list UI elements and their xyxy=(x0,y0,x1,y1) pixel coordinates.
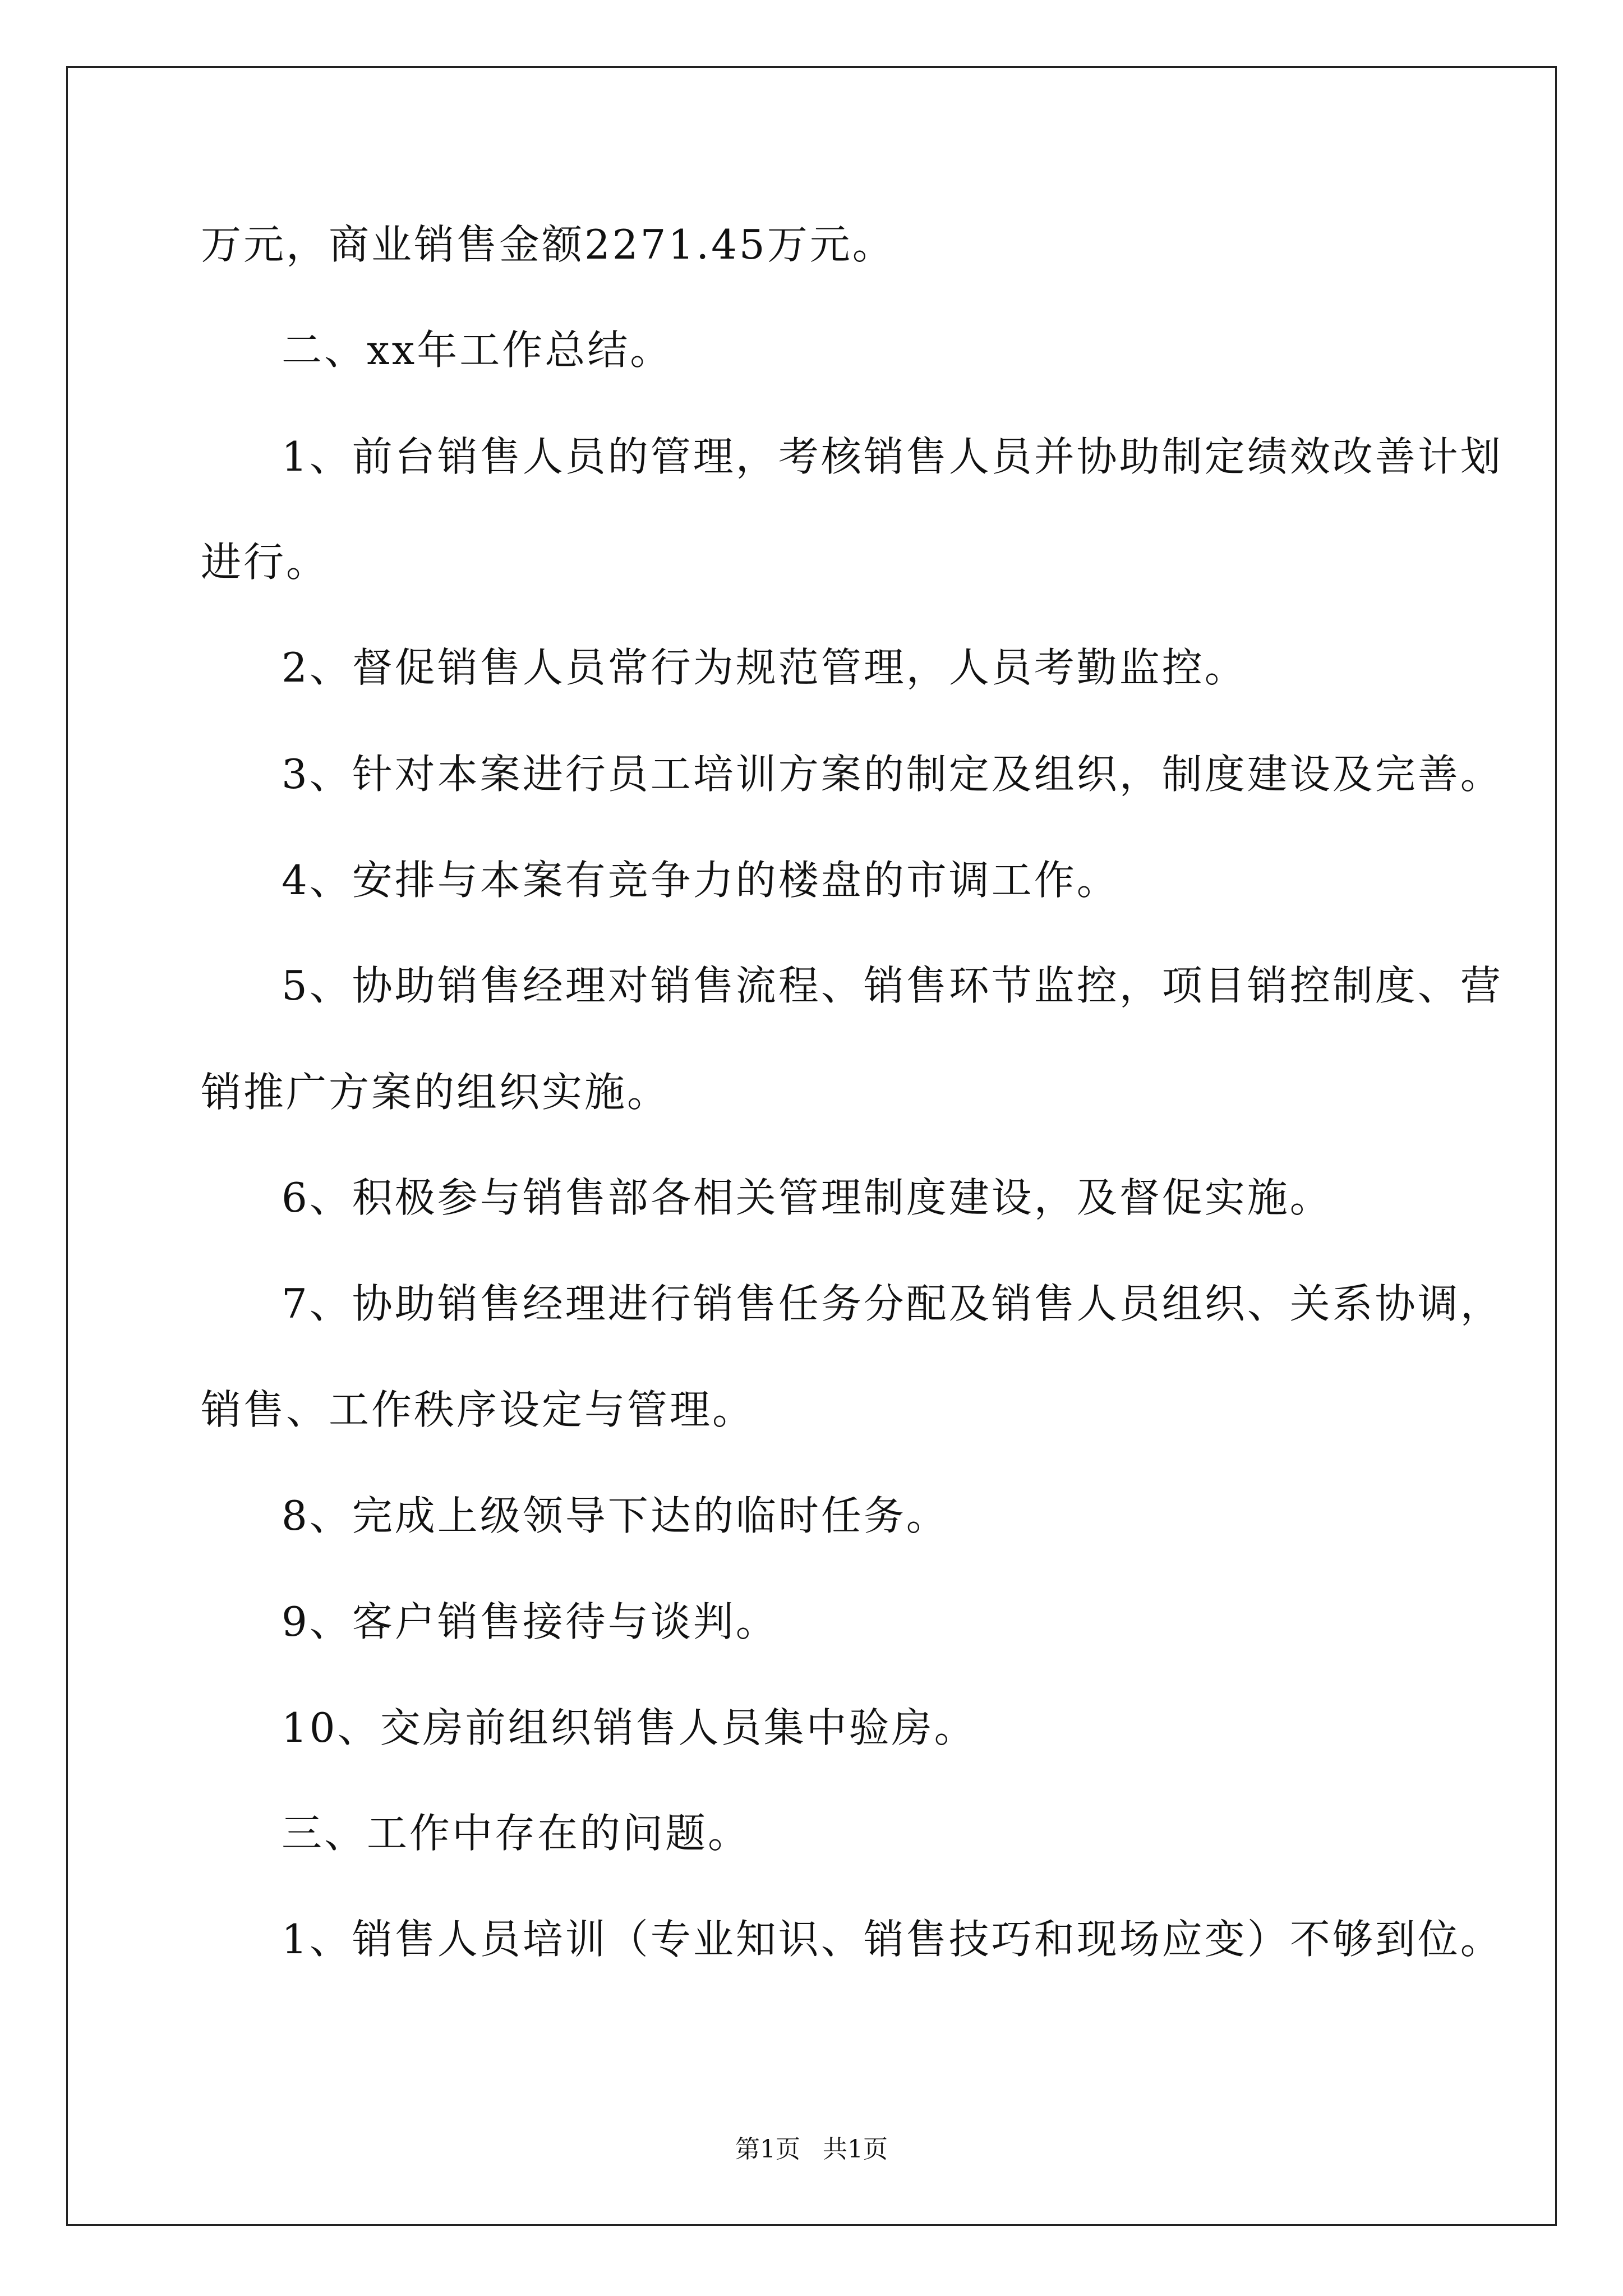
list-item-1-cont: 进行。 xyxy=(201,539,329,586)
section-heading-3: 三、工作中存在的问题。 xyxy=(282,1810,751,1857)
list-item-1: 1、前台销售人员的管理，考核销售人员并协助制定绩效改善计划 xyxy=(282,433,1503,480)
section-heading-2: 二、xx年工作总结。 xyxy=(282,326,673,374)
list-item-4: 4、安排与本案有竞争力的楼盘的市调工作。 xyxy=(282,857,1119,904)
page-number: 第1页 xyxy=(735,2135,800,2164)
page-footer xyxy=(0,2129,1623,2165)
list-item-2: 2、督促销售人员常行为规范管理，人员考勤监控。 xyxy=(282,644,1247,691)
list-item-5: 5、协助销售经理对销售流程、销售环节监控，项目销控制度、营 xyxy=(282,962,1503,1009)
page-border xyxy=(66,66,1557,2226)
text-line-1: 万元，商业销售金额2271.45万元。 xyxy=(201,221,895,268)
list-item-10: 10、交房前组织销售人员集中验房。 xyxy=(282,1704,977,1751)
list-item-8: 8、完成上级领导下达的临时任务。 xyxy=(282,1492,949,1539)
list-item-5-cont: 销推广方案的组织实施。 xyxy=(201,1069,670,1116)
page-total: 共1页 xyxy=(823,2135,888,2164)
list-item-7: 7、协助销售经理进行销售任务分配及销售人员组织、关系协调， xyxy=(282,1280,1503,1327)
list-item-9: 9、客户销售接待与谈判。 xyxy=(282,1598,778,1645)
list-item-3: 3、针对本案进行员工培训方案的制定及组织，制度建设及完善。 xyxy=(282,751,1503,798)
list-item-7-cont: 销售、工作秩序设定与管理。 xyxy=(201,1386,755,1433)
problem-item-1: 1、销售人员培训（专业知识、销售技巧和现场应变）不够到位。 xyxy=(282,1916,1503,1963)
list-item-6: 6、积极参与销售部各相关管理制度建设，及督促实施。 xyxy=(282,1174,1332,1221)
